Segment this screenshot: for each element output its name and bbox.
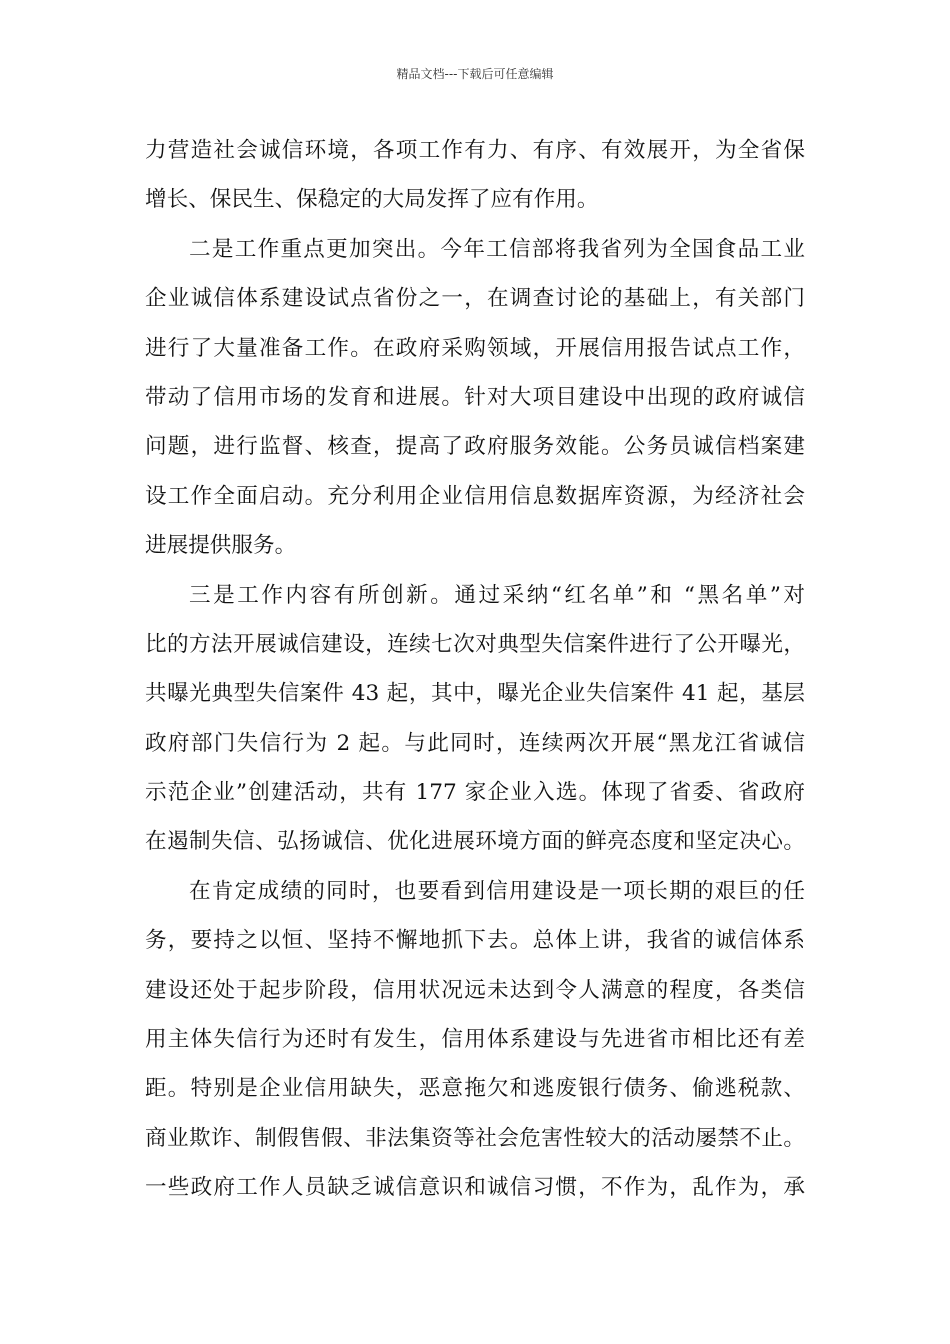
text-line: 务，要持之以恒、坚持不懈地抓下去。总体上讲，我省的诚信体系 [145, 928, 805, 954]
text-line: 增长、保民生、保稳定的大局发挥了应有作用。 [145, 187, 599, 213]
text-line: 一些政府工作人员缺乏诚信意识和诚信习惯，不作为，乱作为，承 [145, 1175, 805, 1201]
page-header: 精品文档---下载后可任意编辑 [396, 67, 554, 81]
text-line: 问题，进行监督、核查，提高了政府服务效能。公务员诚信档案建 [145, 434, 805, 460]
text-line: 进行了大量准备工作。在政府采购领域，开展信用报告试点工作， [145, 335, 805, 361]
text-line: 在肯定成绩的同时，也要看到信用建设是一项长期的艰巨的任 [189, 878, 805, 904]
text-line: 进展提供服务。 [145, 533, 297, 559]
text-line: 商业欺诈、制假售假、非法集资等社会危害性较大的活动屡禁不止。 [145, 1125, 805, 1151]
text-line: 共曝光典型失信案件 43 起，其中，曝光企业失信案件 41 起，基层 [145, 681, 805, 707]
text-line: 带动了信用市场的发育和进展。针对大项目建设中出现的政府诚信 [145, 384, 805, 410]
text-line: 力营造社会诚信环境，各项工作有力、有序、有效展开，为全省保 [145, 138, 805, 163]
text-line: 距。特别是企业信用缺失，恶意拖欠和逃废银行债务、偷逃税款、 [145, 1076, 805, 1102]
text-line: 在遏制失信、弘扬诚信、优化进展环境方面的鲜亮态度和坚定决心。 [145, 829, 805, 855]
document-body [145, 126, 805, 1213]
text-line: 建设还处于起步阶段，信用状况远未达到令人满意的程度，各类信 [145, 977, 805, 1003]
text-line: 二是工作重点更加突出。今年工信部将我省列为全国食品工业 [189, 236, 805, 262]
text-line: 用主体失信行为还时有发生，信用体系建设与先进省市相比还有差 [145, 1027, 805, 1053]
text-line: 政府部门失信行为 2 起。与此同时，连续两次开展“黑龙江省诚信 [145, 730, 805, 756]
text-line: 示范企业”创建活动，共有 177 家企业入选。体现了省委、省政府 [145, 780, 805, 806]
text-line: 三是工作内容有所创新。通过采纳“红名单”和 “黑名单”对 [189, 582, 805, 608]
text-line: 比的方法开展诚信建设，连续七次对典型失信案件进行了公开曝光， [145, 631, 805, 657]
text-line: 设工作全面启动。充分利用企业信用信息数据库资源，为经济社会 [145, 483, 805, 509]
text-line: 企业诚信体系建设试点省份之一，在调查讨论的基础上，有关部门 [145, 286, 805, 312]
